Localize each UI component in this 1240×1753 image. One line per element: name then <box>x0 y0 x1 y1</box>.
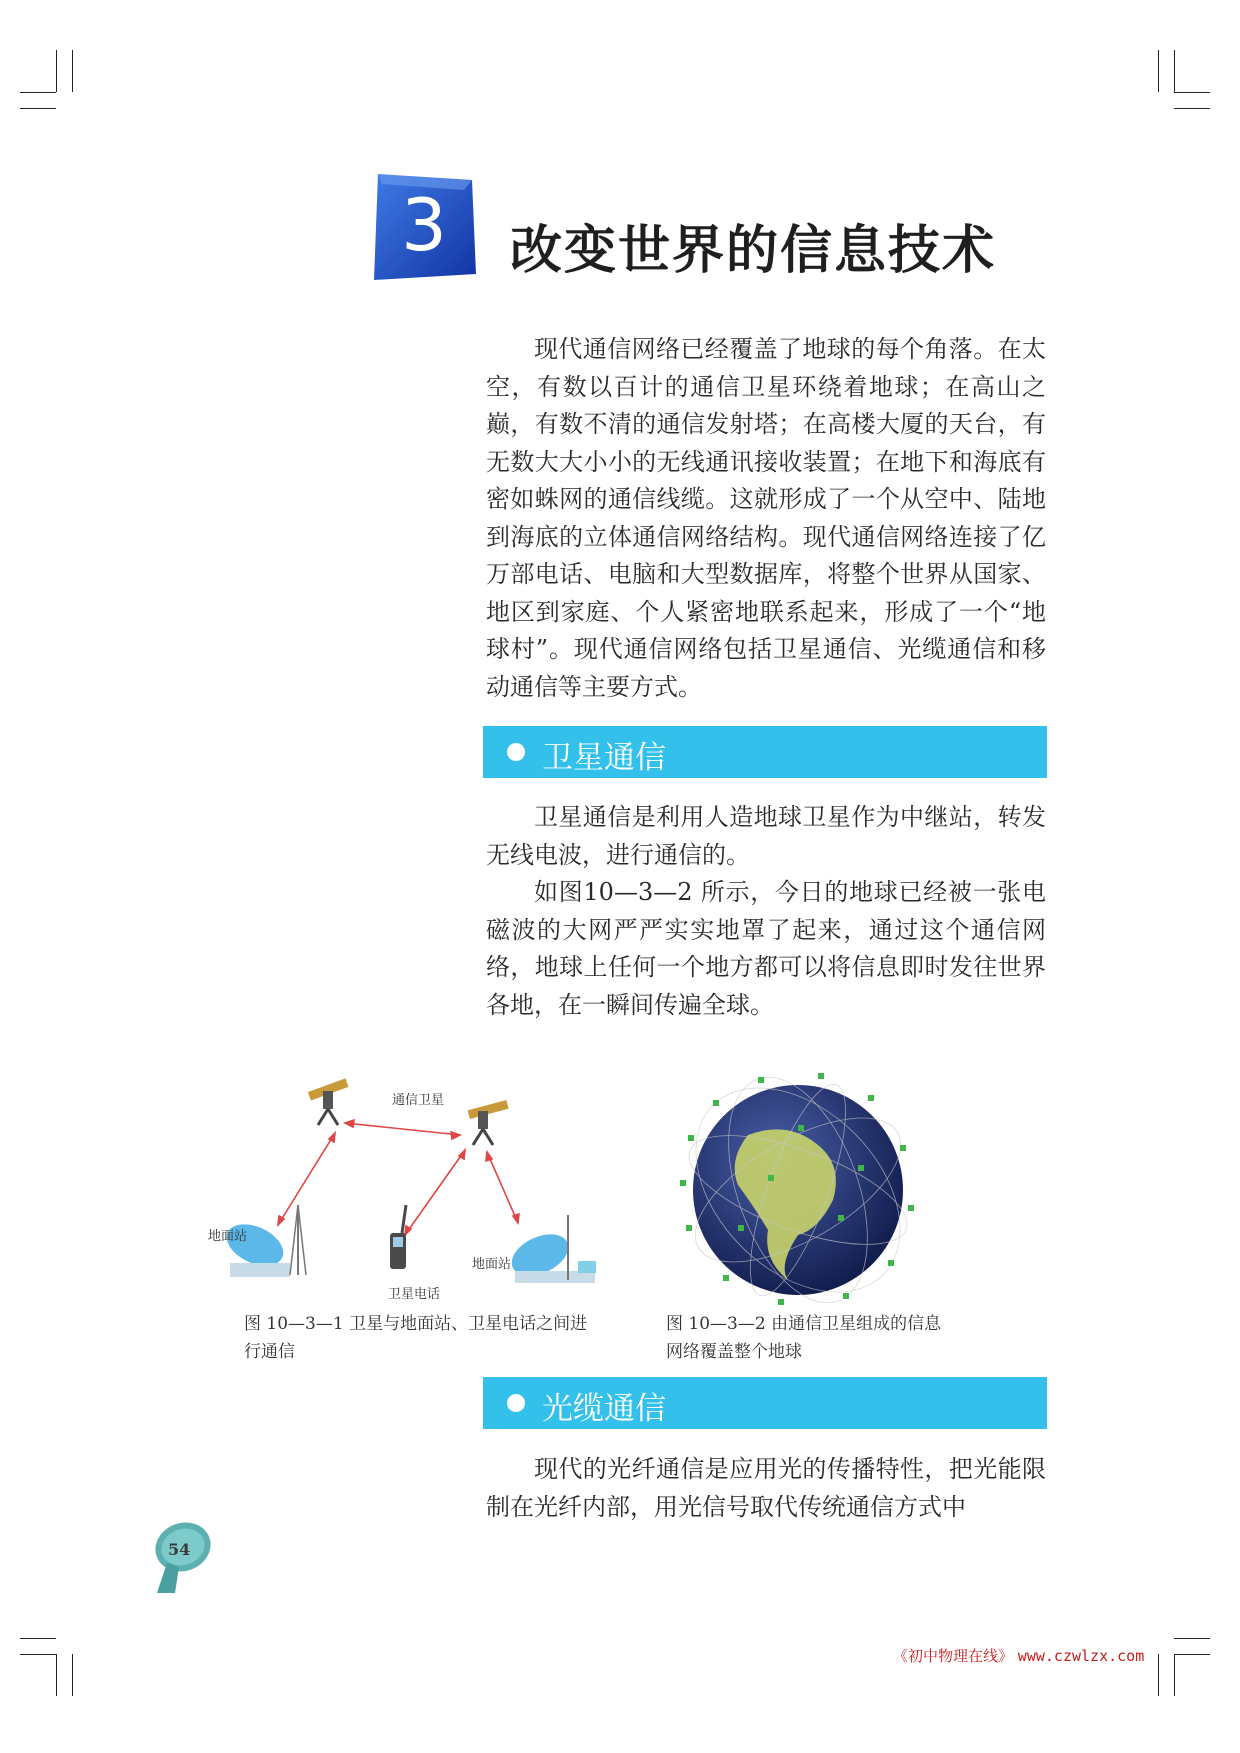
figure-1-caption: 图 10—3—1 卫星与地面站、卫星电话之间进行通信 <box>244 1314 588 1362</box>
satellite-icon <box>308 1078 349 1125</box>
page-title: 改变世界的信息技术 <box>510 221 997 281</box>
label-ground-station-left: 地面站 <box>208 1229 248 1244</box>
ground-station-icon <box>505 1215 596 1284</box>
footer-url[interactable]: www.czwlzx.com <box>1017 1647 1145 1665</box>
page-number: 54 <box>168 1540 191 1559</box>
section-number-badge <box>368 170 480 282</box>
section-heading-label: 光缆通信 <box>542 1391 666 1427</box>
figure-2-caption: 图 10—3—2 由通信卫星组成的信息网络覆盖整个地球 <box>666 1314 942 1362</box>
satellite-phone-icon <box>390 1205 406 1269</box>
section-heading-satellite <box>483 726 1047 778</box>
satellite-paragraph-1: 卫星通信是利用人造地球卫星作为中继站，转发无线电波，进行通信的。 <box>486 803 1046 869</box>
figure-globe <box>668 1065 928 1315</box>
bullet-dot-icon <box>507 1394 525 1412</box>
label-satellite-phone: 卫星电话 <box>388 1287 441 1302</box>
section-number: 3 <box>401 183 447 267</box>
satellite-paragraph-2: 如图10—3—2 所示，今日的地球已经被一张电磁波的大网严严实实地罩了起来，通过这个通信网络，地球上任何一个地方都可以将信息即时发往世界各地，在一瞬间传遍全球。 <box>486 878 1046 1019</box>
label-satellite: 通信卫星 <box>392 1093 445 1108</box>
satellite-icon <box>468 1100 509 1145</box>
section-heading-label: 卫星通信 <box>542 740 666 776</box>
footer-watermark <box>893 1645 1144 1666</box>
figure-satellite-diagram <box>200 1075 620 1305</box>
section-heading-fiber <box>483 1377 1047 1429</box>
footer-site-name: 《初中物理在线》 <box>893 1647 1014 1665</box>
intro-paragraph: 现代通信网络已经覆盖了地球的每个角落。在太空，有数以百计的通信卫星环绕着地球；在高山之巅，有数不清的通信发射塔；在高楼大厦的天台，有无数大大小小的无线通讯接收装置；在地下和海底有密如蛛网的通信线缆。这就形成了一个从空中、陆地到海底的立体通信网络结构。现代通信网络连接了亿万部电话、电脑和大型数据库，将整个世界从国家、地区到家庭、个人紧密地联系起来，形成了一个“地球村”。现代通信网络包括卫星通信、光缆通信和移动通信等主要方式。 <box>486 335 1046 701</box>
bullet-dot-icon <box>507 743 525 761</box>
fiber-paragraph-1: 现代的光纤通信是应用光的传播特性，把光能限制在光纤内部，用光信号取代传统通信方式中 <box>486 1455 1046 1521</box>
label-ground-station-right: 地面站 <box>472 1257 512 1272</box>
